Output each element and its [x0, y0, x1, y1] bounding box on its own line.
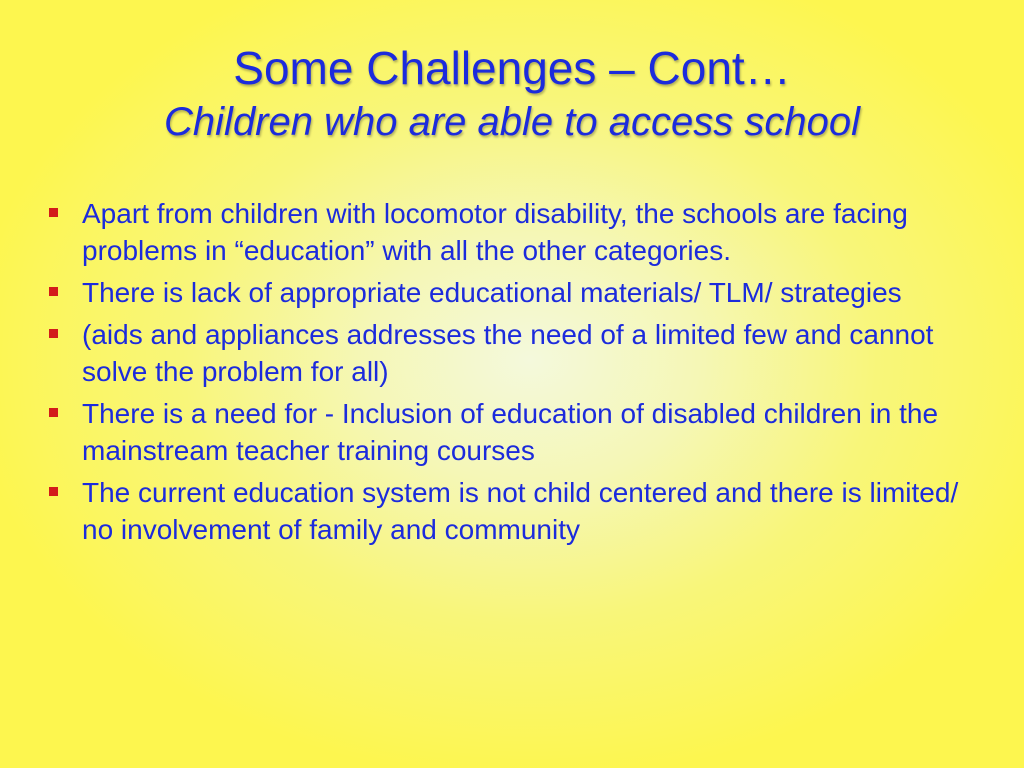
- square-bullet-icon: [49, 287, 58, 296]
- bullet-item-4: [44, 395, 994, 469]
- bullet-item-2: [44, 274, 994, 311]
- square-bullet-icon: [49, 408, 58, 417]
- bullet-text-4: There is a need for - Inclusion of education of disabled children in the mainstream teacher training courses: [82, 398, 939, 466]
- square-bullet-icon: [49, 329, 58, 338]
- title-line-2: Children who are able to access school: [164, 100, 860, 144]
- bullet-item-5: [44, 474, 994, 548]
- bullet-item-3: [44, 316, 994, 390]
- square-bullet-icon: [49, 487, 58, 496]
- bullet-text-3: (aids and appliances addresses the need of a limited few and cannot solve the problem for all): [82, 319, 934, 387]
- square-bullet-icon: [49, 208, 58, 217]
- bullet-text-2: There is lack of appropriate educational materials/ TLM/ strategies: [82, 277, 902, 308]
- title-line-1: Some Challenges – Cont…: [233, 42, 791, 94]
- bullet-list: [44, 195, 994, 553]
- bullet-text-1: Apart from children with locomotor disability, the schools are facing problems in “education” with all the other categories.: [82, 198, 908, 266]
- bullet-item-1: [44, 195, 994, 269]
- bullet-text-5: The current education system is not child centered and there is limited/ no involvement of family and community: [82, 477, 959, 545]
- slide-title: [0, 40, 1024, 148]
